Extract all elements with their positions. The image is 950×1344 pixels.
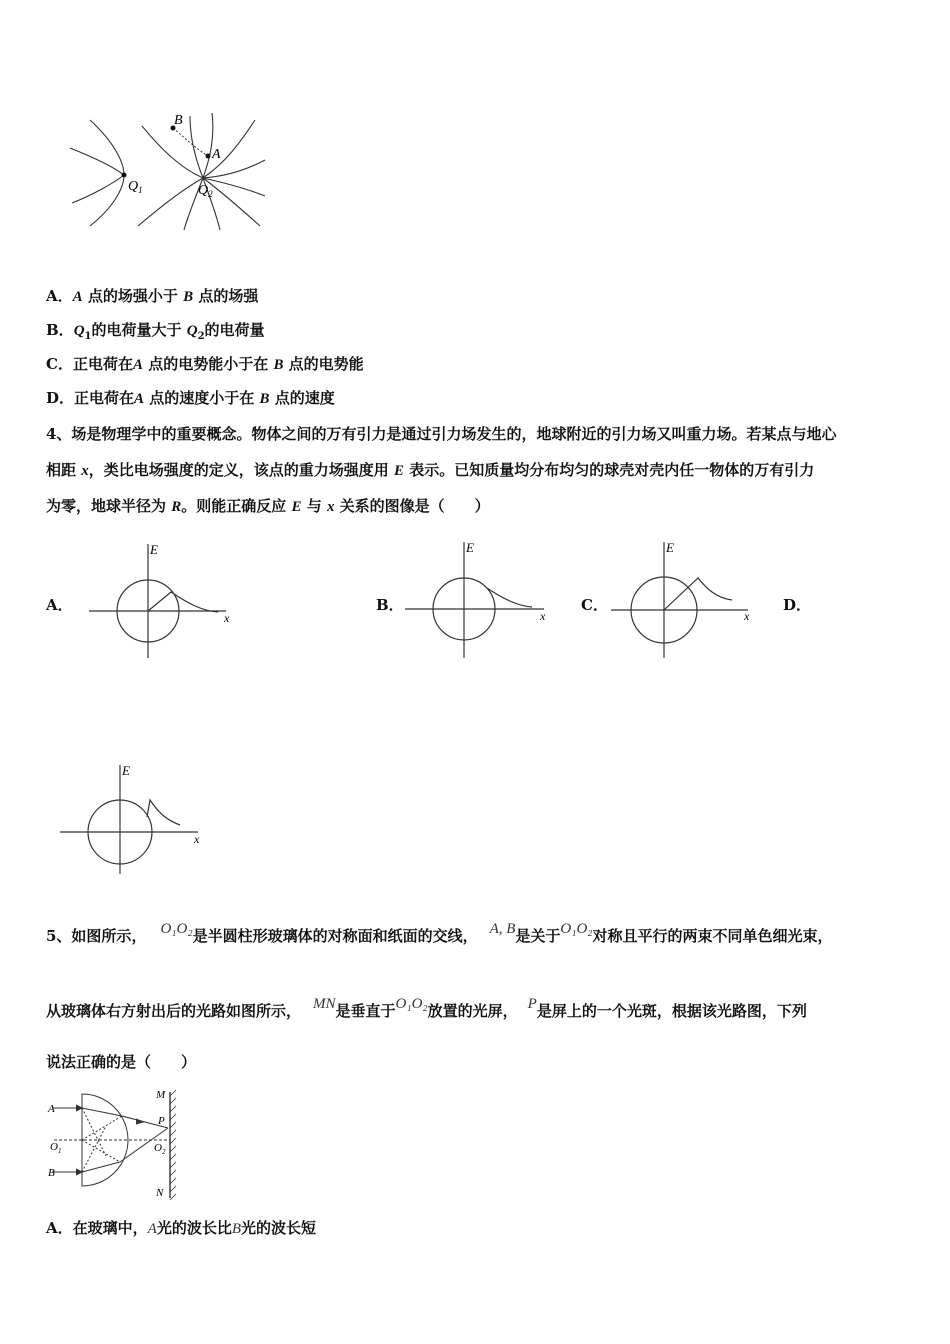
- graph-a: [86, 540, 236, 662]
- q5-stem-line1: 5、如图所示， O₁O₂是半圆柱形玻璃体的对称面和纸面的交线， A, B是关于O₁O₂对称且平行的两束不同单色细光束，: [46, 921, 833, 945]
- q4-choice-c-label: C．: [581, 596, 608, 614]
- q3-option-c: C．正电荷在A 点的电势能小于在 B 点的电势能: [46, 355, 364, 373]
- q4-choice-a-label: A．: [46, 596, 73, 614]
- q4-choice-b-label: B．: [376, 596, 404, 614]
- q4-stem-line3: 为零，地球半径为 R。则能正确反应 E 与 x 关系的图像是（ ）: [46, 497, 490, 515]
- q5-stem-line2: 从玻璃体右方射出后的光路如图所示， MN是垂直于O₁O₂放置的光屏， P是屏上的一个光斑，根据该光路图，下列: [46, 996, 807, 1020]
- label-a: A: [212, 147, 221, 162]
- svg-text:B: B: [48, 1167, 55, 1179]
- svg-text:E: E: [466, 540, 474, 555]
- q5-option-a: A．在玻璃中，A光的波长比B光的波长短: [46, 1219, 317, 1237]
- label-b: B: [174, 113, 183, 128]
- optics-figure: [46, 1086, 186, 1204]
- label-q1: $Q_1$: [128, 179, 143, 195]
- point-a: [206, 154, 211, 159]
- charge-q1: [122, 173, 127, 178]
- svg-text:x: x: [194, 832, 200, 846]
- graph-b: [402, 540, 552, 662]
- q5-stem-line3: 说法正确的是（ ）: [46, 1053, 197, 1071]
- graph-d: [58, 762, 208, 877]
- svg-text:x: x: [224, 611, 230, 625]
- q4-stem-line2: 相距 x，类比电场强度的定义，该点的重力场强度用 E 表示。已知质量均分布均匀的球壳对壳内任一物体的万有引力: [46, 461, 815, 479]
- svg-text:x: x: [744, 609, 750, 623]
- field-lines-figure: [60, 108, 275, 233]
- q4-choice-d-label: D．: [783, 596, 812, 614]
- svg-text:P: P: [158, 1115, 165, 1127]
- q3-option-d: D．正电荷在A 点的速度小于在 B 点的速度: [46, 389, 335, 407]
- svg-text:E: E: [666, 540, 674, 555]
- svg-text:E: E: [150, 542, 158, 557]
- q3-option-b: B．$Q_1$的电荷量大于 $Q_2$的电荷量: [46, 321, 265, 342]
- label-o2: $O_2$: [154, 1142, 166, 1156]
- label-q2: $Q_2$: [198, 183, 213, 199]
- svg-text:N: N: [156, 1187, 164, 1199]
- q1-field-line-inner: [70, 148, 124, 203]
- svg-text:A: A: [48, 1103, 55, 1115]
- q4-stem-line1: 4、场是物理学中的重要概念。物体之间的万有引力是通过引力场发生的，地球附近的引力场又叫重力场。若某点与地心: [46, 425, 837, 443]
- svg-text:E: E: [122, 763, 130, 778]
- label-o1: $O_1$: [50, 1141, 62, 1155]
- q1-field-line-outer: [90, 120, 124, 226]
- svg-text:M: M: [156, 1089, 166, 1101]
- graph-c: [608, 540, 758, 662]
- svg-text:x: x: [540, 609, 546, 623]
- q3-option-a: A．A 点的场强小于 B 点的场强: [46, 287, 259, 305]
